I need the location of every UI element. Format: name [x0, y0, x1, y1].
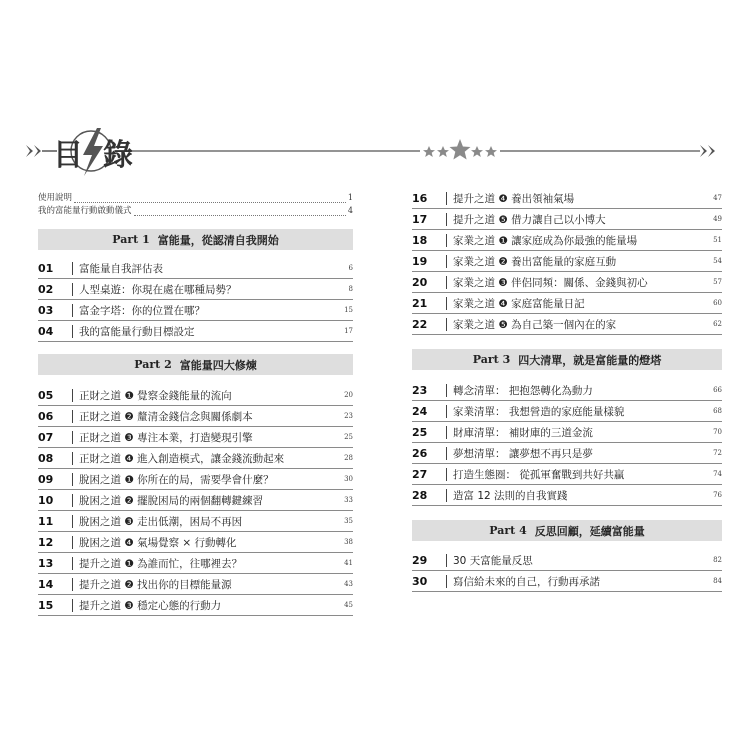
entry-page: 47 [713, 194, 722, 202]
entry-title: 家業之道 ❷ 養出富能量的家庭互動 [453, 255, 617, 268]
dot-leader [74, 194, 346, 203]
toc-entry[interactable] [412, 272, 722, 293]
preface-page: 1 [347, 193, 353, 202]
part-3-header [412, 349, 722, 370]
part-1-header [38, 229, 353, 250]
entry-page: 45 [344, 601, 353, 609]
part-title: 富能量四大修煉 [179, 358, 257, 372]
toc-entry[interactable] [412, 401, 722, 422]
entry-title: 提升之道 ❶ 為誰而忙，往哪裡去？ [79, 557, 243, 570]
divider [446, 276, 447, 289]
part-title: 反思回顧，延續富能量 [534, 524, 645, 538]
entry-number: 05 [38, 388, 54, 402]
entry-number: 13 [38, 556, 54, 570]
part-label: Part 1 [112, 233, 150, 246]
divider [72, 283, 73, 296]
toc-entry[interactable] [38, 300, 353, 321]
toc-entry[interactable] [38, 448, 353, 469]
arrow-right-icon [700, 145, 715, 157]
divider [72, 452, 73, 465]
title-char-1: 目 [53, 138, 83, 173]
part-label: Part 2 [134, 358, 172, 371]
divider [446, 318, 447, 331]
toc-entry[interactable] [38, 469, 353, 490]
toc-entry[interactable] [412, 485, 722, 506]
entry-page: 38 [344, 538, 353, 546]
entry-title: 脫困之道 ❷ 擺脫困局的兩個翻轉鍵練習 [79, 494, 264, 507]
divider [446, 468, 447, 481]
toc-entry[interactable] [412, 209, 722, 230]
entry-number: 01 [38, 261, 54, 275]
entry-page: 8 [348, 285, 353, 293]
entry-title: 富能量自我評估表 [79, 262, 163, 275]
entry-title: 提升之道 ❺ 借力讓自己以小博大 [453, 213, 606, 226]
divider [446, 426, 447, 439]
entry-title: 家業之道 ❸ 伴侶同頻：關係、金錢與初心 [453, 276, 648, 289]
entry-number: 06 [38, 409, 54, 423]
toc-entry[interactable] [412, 251, 722, 272]
divider [446, 192, 447, 205]
toc-entry[interactable] [38, 511, 353, 532]
entry-title: 富金字塔：你的位置在哪？ [79, 304, 205, 317]
entry-title: 家業之道 ❶ 讓家庭成為你最強的能量場 [453, 234, 638, 247]
entry-page: 23 [344, 412, 353, 420]
toc-entry[interactable] [38, 385, 353, 406]
entry-number: 29 [412, 553, 428, 567]
toc-entry[interactable] [38, 406, 353, 427]
entry-page: 17 [344, 327, 353, 335]
entry-page: 60 [713, 299, 722, 307]
divider [72, 410, 73, 423]
entry-page: 51 [713, 236, 722, 244]
toc-entry[interactable] [412, 230, 722, 251]
entry-title: 家業之道 ❹ 家庭富能量日記 [453, 297, 585, 310]
toc-entry[interactable] [38, 574, 353, 595]
entry-title: 人型桌遊：你現在處在哪種局勢？ [79, 283, 237, 296]
entry-number: 26 [412, 446, 428, 460]
part-4-header [412, 520, 722, 541]
entry-number: 10 [38, 493, 54, 507]
entry-number: 12 [38, 535, 54, 549]
entry-page: 74 [713, 470, 722, 478]
entry-title: 正財之道 ❸ 專注本業，打造變現引擎 [79, 431, 253, 444]
entry-page: 66 [713, 386, 722, 394]
toc-entry[interactable] [38, 553, 353, 574]
entry-page: 41 [344, 559, 353, 567]
entry-page: 62 [713, 320, 722, 328]
divider [72, 494, 73, 507]
entry-number: 14 [38, 577, 54, 591]
divider [72, 325, 73, 338]
preface-item[interactable] [38, 204, 353, 218]
entry-title: 造富 12 法則的自我實踐 [453, 489, 568, 502]
entry-title: 提升之道 ❹ 養出領袖氣場 [453, 192, 575, 205]
entry-number: 22 [412, 317, 428, 331]
entry-title: 脫困之道 ❶ 你所在的局，需要學會什麼？ [79, 473, 274, 486]
entry-title: 轉念清單： 把抱怨轉化為動力 [453, 384, 593, 397]
entry-title: 正財之道 ❹ 進入創造模式，讓金錢流動起來 [79, 452, 285, 465]
toc-entry[interactable] [38, 595, 353, 616]
entry-page: 28 [344, 454, 353, 462]
entry-number: 19 [412, 254, 428, 268]
entry-page: 20 [344, 391, 353, 399]
divider [446, 575, 447, 588]
divider [446, 213, 447, 226]
toc-entry[interactable] [412, 464, 722, 485]
toc-entry[interactable] [412, 314, 722, 335]
entry-number: 23 [412, 383, 428, 397]
entry-title: 提升之道 ❷ 找出你的目標能量源 [79, 578, 232, 591]
entry-number: 25 [412, 425, 428, 439]
toc-entry[interactable] [38, 279, 353, 300]
entry-title: 脫困之道 ❹ 氣場覺察 × 行動轉化 [79, 536, 237, 549]
part-label: Part 4 [489, 524, 527, 537]
toc-entry[interactable] [412, 550, 722, 571]
entry-number: 30 [412, 574, 428, 588]
entry-title: 打造生態圈： 從孤軍奮戰到共好共贏 [453, 468, 625, 481]
entry-page: 70 [713, 428, 722, 436]
preface-item[interactable] [38, 191, 353, 205]
entry-title: 我的富能量行動目標設定 [79, 325, 195, 338]
divider [72, 389, 73, 402]
part-title: 富能量，從認清自我開始 [157, 233, 279, 247]
divider [72, 578, 73, 591]
divider [446, 554, 447, 567]
preface-title: 我的富能量行動啟動儀式 [38, 206, 132, 216]
divider [72, 557, 73, 570]
preface-page: 4 [347, 206, 353, 215]
divider [72, 431, 73, 444]
entry-page: 43 [344, 580, 353, 588]
entry-page: 33 [344, 496, 353, 504]
arrow-left-icon [26, 145, 41, 157]
entry-number: 03 [38, 303, 54, 317]
entry-title: 財庫清單： 補財庫的三道金流 [453, 426, 593, 439]
entry-page: 82 [713, 556, 722, 564]
dot-leader [134, 207, 346, 216]
entry-number: 28 [412, 488, 428, 502]
divider [446, 234, 447, 247]
entry-number: 08 [38, 451, 54, 465]
divider [72, 536, 73, 549]
toc-entry[interactable] [412, 443, 722, 464]
entry-number: 02 [38, 282, 54, 296]
toc-entry[interactable] [412, 380, 722, 401]
toc-entry[interactable] [412, 188, 722, 209]
toc-entry[interactable] [412, 422, 722, 443]
entry-page: 25 [344, 433, 353, 441]
divider [446, 297, 447, 310]
entry-page: 49 [713, 215, 722, 223]
title-char-2: 錄 [103, 138, 133, 173]
entry-number: 11 [38, 514, 54, 528]
toc-entry[interactable] [38, 490, 353, 511]
entry-title: 正財之道 ❶ 覺察金錢能量的流向 [79, 389, 232, 402]
entry-title: 提升之道 ❸ 穩定心態的行動力 [79, 599, 222, 612]
entry-number: 07 [38, 430, 54, 444]
divider [72, 599, 73, 612]
entry-title: 寫信給未來的自己，行動再承諾 [453, 575, 600, 588]
entry-number: 27 [412, 467, 428, 481]
entry-number: 17 [412, 212, 428, 226]
divider [446, 255, 447, 268]
part-title: 四大清單，就是富能量的燈塔 [518, 353, 662, 367]
divider [72, 473, 73, 486]
entry-page: 76 [713, 491, 722, 499]
toc-entry[interactable] [38, 321, 353, 342]
divider [446, 447, 447, 460]
entry-number: 04 [38, 324, 54, 338]
divider [446, 405, 447, 418]
entry-page: 57 [713, 278, 722, 286]
entry-number: 18 [412, 233, 428, 247]
divider [72, 262, 73, 275]
entry-title: 家業清單： 我想營造的家庭能量樣貌 [453, 405, 625, 418]
divider [446, 489, 447, 502]
toc-entry[interactable] [38, 532, 353, 553]
entry-page: 35 [344, 517, 353, 525]
entry-page: 15 [344, 306, 353, 314]
toc-header [0, 0, 750, 200]
toc-entry[interactable] [412, 571, 722, 592]
entry-title: 正財之道 ❷ 釐清金錢信念與關係劇本 [79, 410, 253, 423]
entry-number: 16 [412, 191, 428, 205]
stars-icon [423, 139, 497, 160]
entry-page: 84 [713, 577, 722, 585]
entry-number: 15 [38, 598, 54, 612]
page-title [53, 132, 133, 172]
entry-number: 21 [412, 296, 428, 310]
entry-page: 68 [713, 407, 722, 415]
entry-page: 30 [344, 475, 353, 483]
toc-entry[interactable] [412, 293, 722, 314]
entry-title: 脫困之道 ❸ 走出低潮，困局不再因 [79, 515, 243, 528]
divider [72, 515, 73, 528]
toc-entry[interactable] [38, 258, 353, 279]
entry-number: 09 [38, 472, 54, 486]
entry-page: 72 [713, 449, 722, 457]
divider [446, 384, 447, 397]
entry-page: 54 [713, 257, 722, 265]
preface-title: 使用說明 [38, 193, 73, 203]
entry-page: 6 [348, 264, 353, 272]
entry-number: 20 [412, 275, 428, 289]
entry-title: 夢想清單： 讓夢想不再只是夢 [453, 447, 593, 460]
entry-title: 30 天富能量反思 [453, 554, 533, 567]
entry-title: 家業之道 ❺ 為自己築一個內在的家 [453, 318, 617, 331]
divider [72, 304, 73, 317]
entry-number: 24 [412, 404, 428, 418]
part-2-header [38, 354, 353, 375]
toc-entry[interactable] [38, 427, 353, 448]
part-label: Part 3 [472, 353, 511, 366]
